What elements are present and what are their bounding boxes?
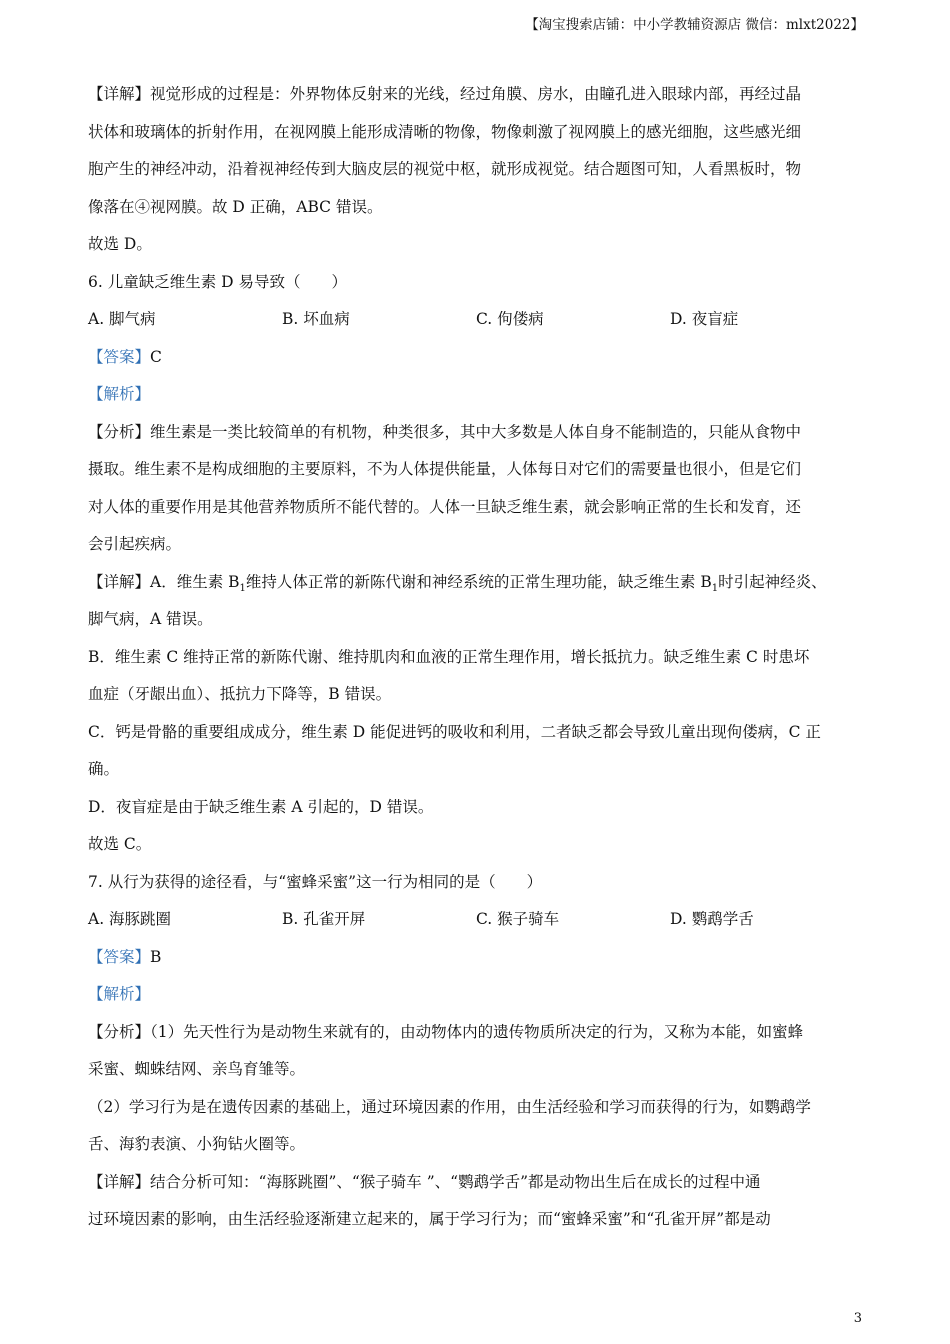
q7-answer-tag: 【答案】 [88,947,151,966]
q6-option-c: C. 佝偻病 [476,310,544,328]
q6-detail-a-part-3: 时引起神经炎、 [718,572,827,591]
q5-detail-line-4: 像落在④视网膜。故 D 正确，ABC 错误。 [88,197,383,216]
q6-answer [88,339,864,377]
q7-analysis-text-1: （1）先天性行为是动物生来就有的，由动物体内的遗传物质所决定的行为，又称为本能，如蜜蜂 [150,1022,804,1041]
q7-analysis-line-3: （2）学习行为是在遗传因素的基础上，通过环境因素的作用，由生活经验和学习而获得的行为，如鹦鹉学 [88,1097,811,1116]
q6-detail-a-line-2: 脚气病，A 错误。 [88,610,213,628]
q6-detail-b-line-2: 血症（牙龈出血）、抵抗力下降等，B 错误。 [88,685,392,703]
q7-analysis-line-2: 采蜜、蜘蛛结网、亲鸟育雏等。 [88,1060,306,1078]
q7-option-a: A. 海豚跳圈 [88,910,172,928]
q6-detail-a [88,564,864,602]
page-number: 3 [853,1311,862,1326]
document-body [88,76,864,1239]
q6-detail-a-sub-2: 1 [711,582,719,594]
q6-detail-tag: 【详解】 [88,572,151,591]
q7-detail-tag: 【详解】 [88,1172,151,1191]
q6-option-d: D. 夜盲症 [670,310,739,328]
q7-answer-value: B [150,947,162,966]
q5-detail-text-1: 视觉形成的过程是：外界物体反射来的光线，经过角膜、房水，由瞳孔进入眼球内部，再经过晶 [150,85,802,103]
q6-detail-b-line-1: B．维生素 C 维持正常的新陈代谢、维持肌肉和血液的正常生理作用，增长抵抗力。缺乏维生素 C 时患坏 [88,647,810,666]
q6-detail-a-part-2: 维持人体正常的新陈代谢和神经系统的正常生理功能，缺乏维生素 B [245,572,712,591]
page-header: 【淘宝搜索店铺：中小学教辅资源店 微信：mlxt2022】 [525,17,864,33]
q6-answer-tag: 【答案】 [88,347,151,366]
q6-analysis-tag: 【解析】 [88,385,151,403]
q6-detail-a-part-1: A．维生素 B [150,572,240,591]
q7-option-b: B. 孔雀开屏 [282,910,366,928]
q6-detail-c-line-2: 确。 [88,760,120,778]
q6-detail-d: D．夜盲症是由于缺乏维生素 A 引起的，D 错误。 [88,797,434,816]
q6-analysis-line-1 [88,414,864,452]
q6-detail-a-sub-1: 1 [239,582,246,594]
q6-options [88,301,864,339]
q6-analysis-text-1: 维生素是一类比较简单的有机物，种类很多，其中大多数是人体自身不能制造的，只能从食物中 [150,422,802,441]
q7-detail-text-1: 结合分析可知：“海豚跳圈”、“猴子骑车 ”、“鹦鹉学舌”都是动物出生后在成长的过程中通 [150,1172,761,1191]
q6-analysis-line-2: 摄取。维生素不是构成细胞的主要原料，不为人体提供能量，人体每日对它们的需要量也很小，但是它们 [88,460,802,478]
q6-stem: 6. 儿童缺乏维生素 D 易导致（ ） [88,272,347,291]
q6-option-a: A. 脚气病 [88,310,156,328]
q5-detail-tag: 【详解】 [88,85,151,103]
q5-detail-line-2: 状体和玻璃体的折射作用，在视网膜上能形成清晰的物像，物像刺激了视网膜上的感光细胞，这些感光细 [88,122,802,141]
q7-detail-line-1 [88,1164,864,1202]
q7-option-d: D. 鹦鹉学舌 [670,910,754,928]
q6-analysis-line-4: 会引起疾病。 [88,535,182,553]
q7-analysis-line-1 [88,1014,864,1052]
q7-analysis-tag: 【解析】 [88,985,151,1003]
q6-analysis-sub-tag: 【分析】 [88,422,151,441]
q6-conclusion: 故选 C。 [88,835,152,853]
q7-options [88,901,864,939]
q7-detail-line-2: 过环境因素的影响，由生活经验逐渐建立起来的，属于学习行为；而“蜜蜂采蜜”和“孔雀开屏”都是动 [88,1210,771,1228]
q5-detail-line-3: 胞产生的神经冲动，沿着视神经传到大脑皮层的视觉中枢，就形成视觉。结合题图可知，人看黑板时，物 [88,160,802,178]
q7-analysis-line-4: 舌、海豹表演、小狗钻火圈等。 [88,1135,306,1153]
q5-detail-line-1 [88,76,864,114]
q7-answer [88,939,864,977]
q6-option-b: B. 坏血病 [282,310,350,328]
q6-analysis-line-3: 对人体的重要作用是其他营养物质所不能代替的。人体一旦缺乏维生素，就会影响正常的生长和发育，还 [88,497,802,516]
q7-option-c: C. 猴子骑车 [476,910,560,928]
q7-stem: 7. 从行为获得的途径看，与“蜜蜂采蜜”这一行为相同的是（ ） [88,872,543,891]
q5-conclusion: 故选 D。 [88,235,152,253]
q7-analysis-sub-tag: 【分析】 [88,1022,151,1041]
q6-detail-c-line-1: C．钙是骨骼的重要组成成分，维生素 D 能促进钙的吸收和利用，二者缺乏都会导致儿童出现佝偻病，C 正 [88,722,821,741]
q6-answer-value: C [150,347,162,366]
